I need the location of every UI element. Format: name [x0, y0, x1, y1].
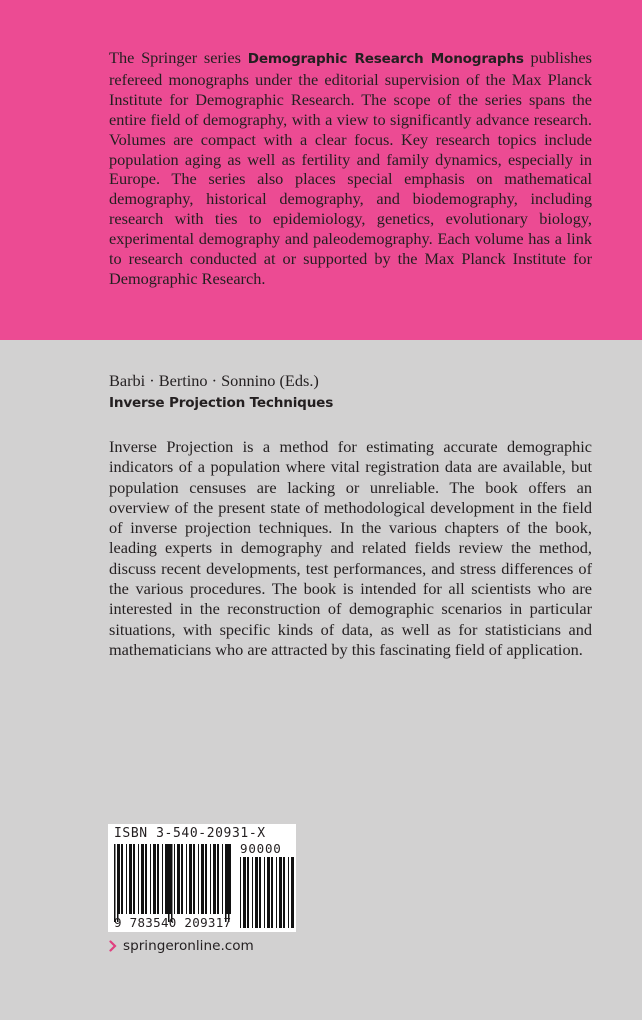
ean-digits: 9 783540 209317 [114, 915, 232, 930]
book-authors: Barbi · Bertino · Sonnino (Eds.) [109, 371, 319, 390]
isbn-label: ISBN 3-540-20931-X [114, 826, 266, 841]
book-title: Inverse Projection Techniques [109, 395, 334, 411]
publisher-url[interactable] [109, 938, 254, 954]
series-body: publishes refereed monographs under the editorial supervision of the Max Planck Institute for Demographic Research. The scope of the series spans the entire field of demography, with a view to significantly advance research. Volumes are compact with a clear focus. Key research topics include population aging as well as fertility and family dynamics, especially in Europe. The series also places special emphasis on mathematical demography, historical demography, and biodemography, including research with ties to epidemiology, genetics, evolutionary biology, experimental demography and paleodemography. Each volume has a link to research conducted at or supported by the Max Planck Institute for Demographic Research. [109, 48, 592, 288]
book-blurb: Inverse Projection is a method for estimating accurate demographic indicators of a population where vital registration data are available, but population censuses are lacking or unreliable. The book offers an overview of the present state of methodological development in the field of inverse projection techniques. In the various chapters of the book, leading experts in demography and related fields review the method, discuss recent developments, test performances, and stress differences of the various procedures. The book is intended for all scientists who are interested in the reconstruction of demographic scenarios in particular situations, with specific kinds of data, as well as for statisticians and mathematicians who are attracted by this fascinating field of application. [109, 437, 592, 659]
series-description [109, 48, 592, 289]
isbn-barcode [108, 824, 296, 932]
series-info-band [0, 0, 642, 340]
chevron-right-icon [109, 940, 117, 952]
price-code: 90000 [240, 841, 282, 856]
url-text[interactable]: springeronline.com [123, 938, 254, 954]
series-prefix: The Springer series [109, 48, 248, 67]
series-name: Demographic Research Monographs [247, 51, 524, 67]
